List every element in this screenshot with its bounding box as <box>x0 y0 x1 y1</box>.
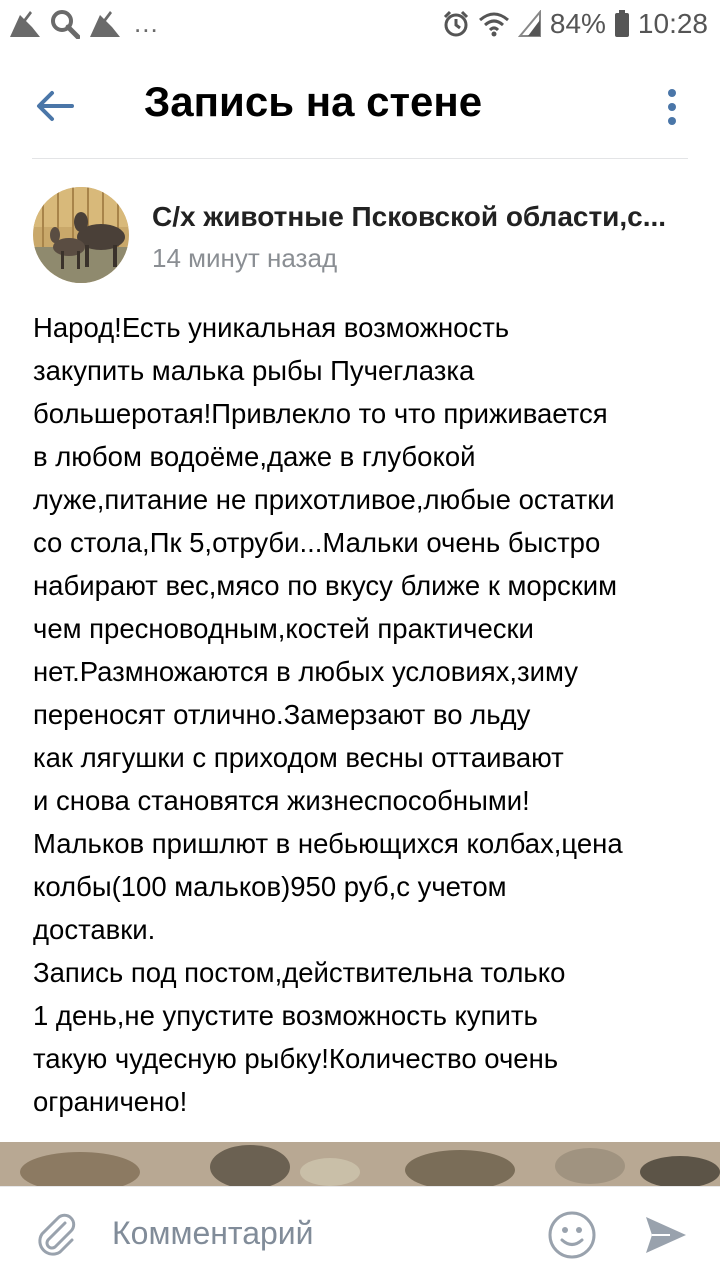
notification-icons <box>8 8 159 39</box>
clock: 10:28 <box>637 8 708 39</box>
attach-button[interactable] <box>32 1209 82 1259</box>
fish-photo <box>0 1142 720 1186</box>
send-button[interactable] <box>640 1209 692 1261</box>
goats-photo <box>33 187 129 283</box>
emoji-button[interactable] <box>546 1209 598 1261</box>
author-name[interactable]: С/х животные Псковской области,с... <box>152 201 667 232</box>
post-header <box>0 185 720 285</box>
status-bar <box>0 0 720 50</box>
comment-input[interactable] <box>112 1209 522 1257</box>
post-timestamp: 14 минут назад <box>152 243 338 273</box>
cleaner-icon-2 <box>88 9 122 39</box>
back-button[interactable] <box>30 80 82 132</box>
wifi-icon <box>478 10 510 38</box>
smiley-icon <box>546 1209 598 1261</box>
send-icon <box>640 1209 692 1261</box>
app-header <box>0 60 720 155</box>
comment-bar <box>0 1186 720 1281</box>
battery-icon <box>614 10 630 38</box>
system-icons <box>442 8 708 40</box>
author-avatar[interactable] <box>33 187 129 283</box>
header-divider <box>32 158 688 159</box>
post-photo[interactable] <box>0 1142 720 1186</box>
vertical-dots-icon <box>652 82 692 132</box>
more-options-button[interactable] <box>652 82 692 132</box>
alarm-icon <box>442 10 470 38</box>
more-notifications: ... <box>134 8 159 38</box>
post-body: Народ!Есть уникальная возможность закупить малька рыбы Пучеглазка большеротая!Привлекло то что приживается в любом водоёме,даже в глубокой луже,питание не прихотливое,любые остатки со стола,Пк 5,отруби...Мальки очень быстро набирают вес,мясо по вкусу ближе к морским чем пресноводным,костей практически нет.Размножаются в любых условиях,зиму переносят отлично.Замерзают во льду как лягушки с приходом весны оттаивают и снова становятся жизнеспособными! Мальков пришлют в небьющихся колбах,цена колбы(100 мальков)950 руб,с учетом доставки. Запись под постом,действительна только 1 день,не упустите возможность купить такую чудесную рыбку!Количество очень ограничено! <box>33 312 623 1117</box>
search-icon <box>50 9 80 39</box>
battery-percent: 84% <box>549 8 606 39</box>
cleaner-icon <box>8 9 42 39</box>
arrow-left-icon <box>30 80 82 132</box>
signal-icon <box>518 10 542 38</box>
paperclip-icon <box>32 1209 82 1259</box>
page-title: Запись на стене <box>144 78 483 125</box>
